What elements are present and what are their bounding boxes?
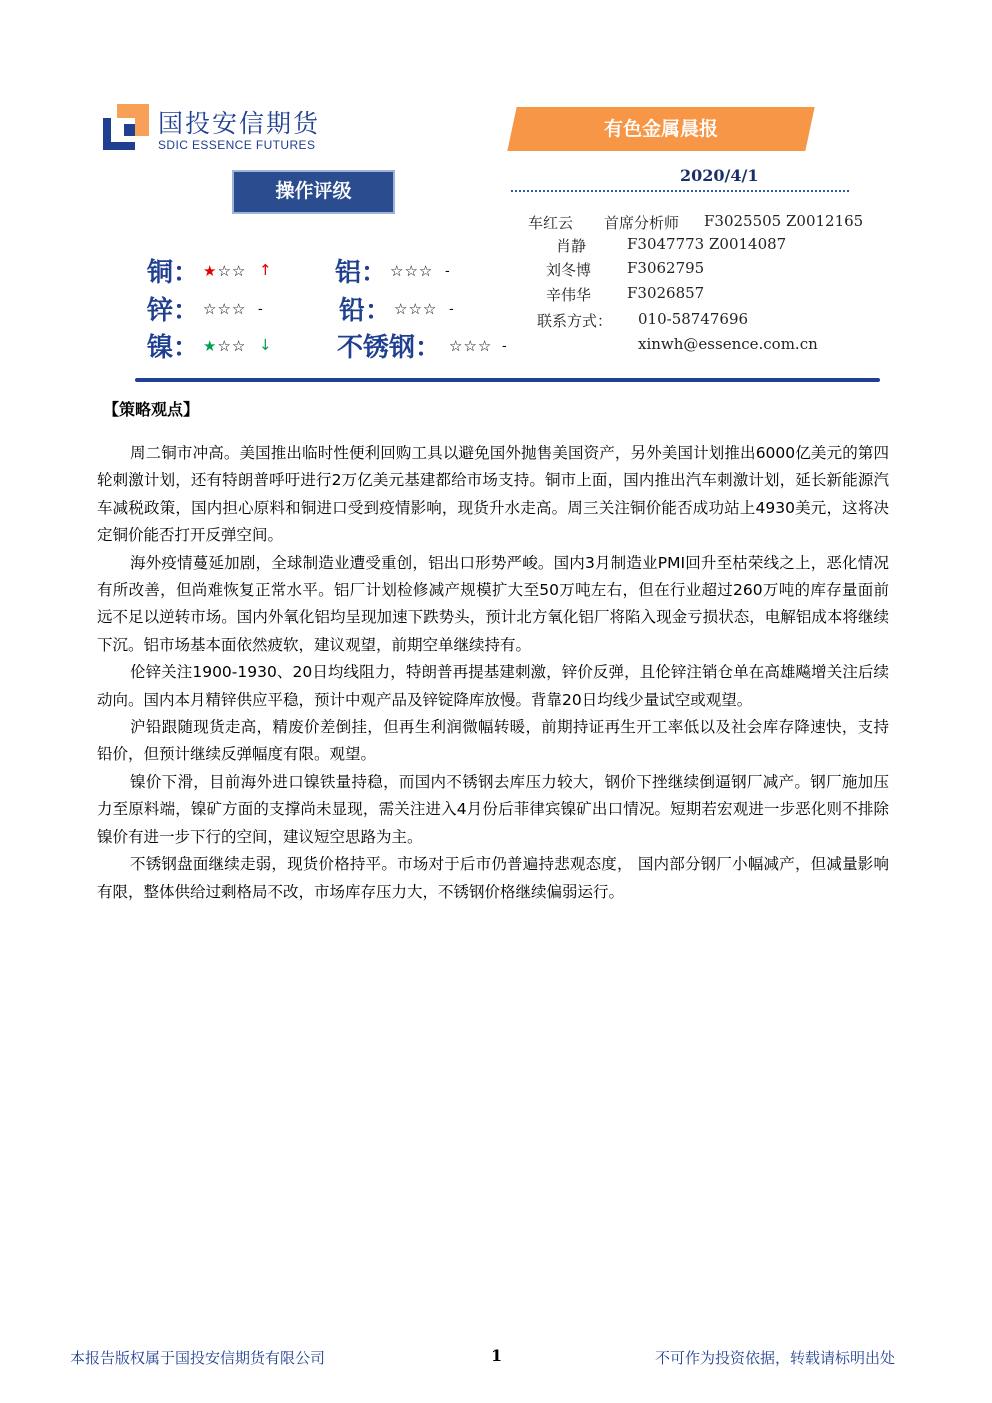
analyst-name: 辛伟华 <box>546 286 592 304</box>
report-title: 有色金属晨报 <box>603 118 718 140</box>
company-logo-icon <box>103 104 149 150</box>
section-title: 【策略观点】 <box>103 400 200 419</box>
footer-disclaimer: 不可作为投资依据，转载请标明出处 <box>655 1349 896 1367</box>
paragraph-aluminum: 海外疫情蔓延加剧，全球制造业遭受重创，铝出口形势严峻。国内3月制造业PMI回升至枯荣线之上，恶化情况有所改善，但尚难恢复正常水平。铝厂计划检修减产规模扩大至50万吨左右，但在行业超过260万吨的库存量面前远不足以逆转市场。国内外氧化铝均呈现加速下跌势头，预计北方氧化铝厂将陷入现金亏损状态，电解铝成本将继续下沉。铝市场基本面依然疲软，建议观望，前期空单继续持有。 <box>97 553 889 654</box>
trend-up-icon: ↑ <box>259 261 272 279</box>
metal-label-copper: 铜： <box>147 258 200 288</box>
metal-label-stainless: 不锈钢： <box>337 333 442 363</box>
analyst-name: 车红云 <box>528 214 574 232</box>
analyst-ids: F3062795 <box>627 259 705 277</box>
analyst-ids: F3047773 Z0014087 <box>627 235 787 253</box>
metal-label-zinc: 锌： <box>147 296 200 326</box>
analyst-name: 刘冬博 <box>546 261 592 279</box>
paragraph-nickel: 镍价下滑，目前海外进口镍铁量持稳，而国内不锈钢去库压力较大，钢价下挫继续倒逼钢厂减产。钢厂施加压力至原料端，镍矿方面的支撑尚未显现，需关注进入4月份后菲律宾镍矿出口情况。短期若宏观进一步恶化则不排除镍价有进一步下行的空间，建议短空思路为主。 <box>97 772 889 846</box>
trend-flat-lead: - <box>449 302 454 317</box>
contact-label: 联系方式： <box>537 312 613 330</box>
analyst-ids: F3025505 Z0012165 <box>704 212 864 230</box>
rating-title: 操作评级 <box>275 180 352 202</box>
analyst-ids: F3026857 <box>627 284 705 302</box>
metal-label-lead: 铅： <box>339 296 392 326</box>
strategy-body <box>97 440 889 906</box>
paragraph-lead: 沪铅跟随现货走高，精废价差倒挂，但再生利润微幅转暖，前期持证再生开工率低以及社会库存降速快，支持铅价，但预计继续反弹幅度有限。观望。 <box>97 718 889 764</box>
analyst-title: 首席分析师 <box>604 214 680 232</box>
page-number: 1 <box>491 1346 503 1365</box>
contact-phone: 010-58747696 <box>638 310 749 328</box>
rating-stars-copper: ★☆☆ <box>203 262 247 280</box>
paragraph-zinc: 伦锌关注1900-1930、20日均线阻力，特朗普再提基建刺激，锌价反弹，且伦锌注销仓单在高雄飚增关注后续动向。国内本月精锌供应平稳，预计中观产品及锌锭降库放慢。背靠20日均线少量试空或观望。 <box>97 663 889 709</box>
trend-flat-aluminum: - <box>445 264 450 279</box>
dotted-divider <box>511 190 849 192</box>
rating-stars-nickel: ★☆☆ <box>203 337 247 355</box>
rating-stars-zinc: ☆☆☆ <box>203 300 247 318</box>
paragraph-stainless: 不锈钢盘面继续走弱，现货价格持平。市场对于后市仍普遍持悲观态度， 国内部分钢厂小幅减产，但减量影响有限，整体供给过剩格局不改，市场库存压力大，不锈钢价格继续偏弱运行。 <box>97 855 889 901</box>
rating-stars-aluminum: ☆☆☆ <box>390 262 434 280</box>
contact-email[interactable]: xinwh@essence.com.cn <box>638 335 818 353</box>
trend-flat-stainless: - <box>502 339 507 354</box>
metal-label-aluminum: 铝： <box>335 258 388 288</box>
report-date: 2020/4/1 <box>680 166 759 185</box>
rating-stars-stainless: ☆☆☆ <box>449 337 493 355</box>
company-name-en: SDIC ESSENCE FUTURES <box>158 138 316 152</box>
rating-stars-lead: ☆☆☆ <box>394 300 438 318</box>
section-divider <box>135 378 880 382</box>
paragraph-copper: 周二铜市冲高。美国推出临时性便利回购工具以避免国外抛售美国资产，另外美国计划推出6000亿美元的第四轮刺激计划，还有特朗普呼吁进行2万亿美元基建都给市场支持。铜市上面，国内推出汽车刺激计划，延长新能源汽车减税政策，国内担心原料和铜进口受到疫情影响，现货升水走高。周三关注铜价能否成功站上4930美元，这将决定铜价能否打开反弹空间。 <box>97 444 889 545</box>
analyst-name: 肖静 <box>556 237 587 255</box>
metal-label-nickel: 镍： <box>147 333 200 363</box>
company-name-cn: 国投安信期货 <box>158 109 321 138</box>
footer-copyright: 本报告版权属于国投安信期货有限公司 <box>70 1349 326 1367</box>
trend-flat-zinc: - <box>258 302 263 317</box>
trend-down-icon: ↓ <box>259 336 272 354</box>
